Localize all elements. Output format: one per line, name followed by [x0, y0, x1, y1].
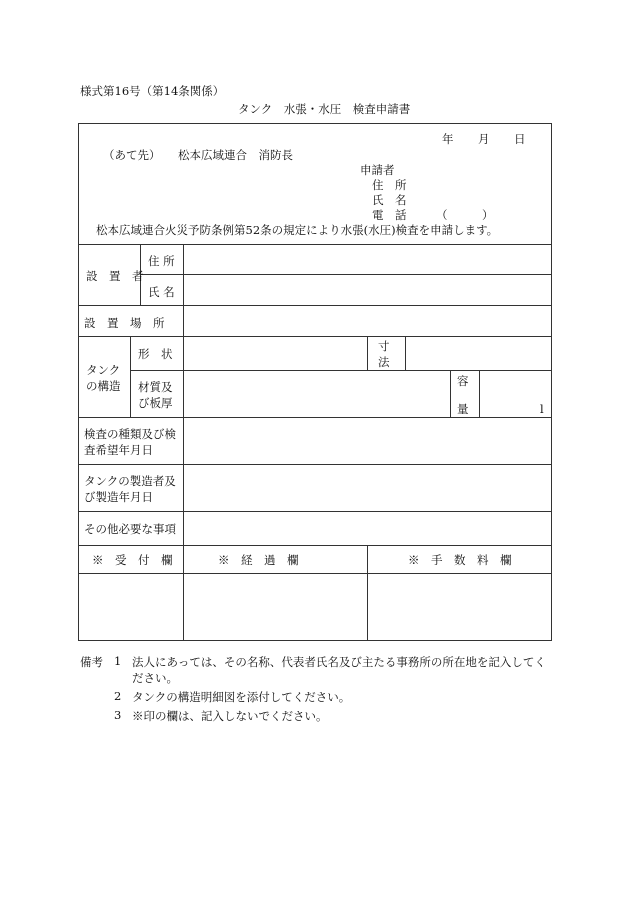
row-divider — [78, 464, 552, 465]
addressee: 松本広域連合 消防長 — [178, 148, 293, 162]
capacity-unit: l — [540, 402, 544, 416]
row-divider — [140, 274, 552, 275]
row-divider — [78, 511, 552, 512]
form-number: 様式第16号（第14条関係） — [80, 84, 225, 98]
date-month-label: 月 — [478, 132, 490, 146]
material-label-2: び板厚 — [138, 396, 173, 410]
note-2-number: 2 — [114, 689, 122, 703]
inspection-label-2: 査希望年月日 — [84, 443, 153, 457]
date-day-label: 日 — [514, 132, 526, 146]
note-3-text: ※印の欄は、記入しないでください。 — [132, 709, 328, 723]
material-label-1: 材質及 — [138, 380, 173, 394]
applicant-name-label: 氏 名 — [372, 193, 407, 207]
row-divider — [130, 370, 552, 371]
row-divider — [78, 244, 552, 245]
dimension-label-1: 寸 — [378, 339, 390, 353]
column-divider — [450, 370, 451, 417]
column-divider — [405, 336, 406, 370]
shape-label: 形 状 — [138, 347, 173, 361]
row-divider — [78, 305, 552, 306]
note-1-text: 法人にあっては、その名称、代表者氏名及び主たる事務所の所在地を記入してく — [132, 655, 546, 669]
progress-column-header: ※ 経 過 欄 — [218, 553, 299, 567]
tank-structure-label-1: タンク — [86, 363, 121, 377]
addressee-label: （あて先） — [103, 148, 161, 162]
date-year-label: 年 — [442, 132, 454, 146]
note-3-number: 3 — [114, 708, 122, 722]
installer-label: 設 置 者 — [86, 269, 144, 283]
reception-column-header: ※ 受 付 欄 — [92, 553, 173, 567]
other-matters-label: その他必要な事項 — [84, 522, 176, 536]
applicant-label: 申請者 — [360, 163, 395, 177]
row-divider — [78, 336, 552, 337]
dimension-label-2: 法 — [378, 355, 390, 369]
maker-label-2: び製造年月日 — [84, 490, 153, 504]
installer-name-label: 氏 名 — [148, 285, 175, 299]
application-statement: 松本広域連合火災予防条例第52条の規定により水張(水圧)検査を申請します。 — [96, 223, 499, 237]
note-2-text: タンクの構造明細図を添付してください。 — [132, 690, 351, 704]
row-divider — [78, 573, 552, 574]
fee-column-header: ※ 手 数 料 欄 — [408, 553, 512, 567]
applicant-phone-paren: （ ） — [436, 208, 494, 222]
maker-label-1: タンクの製造者及 — [84, 474, 176, 488]
notes-label: 備考 — [80, 655, 103, 669]
note-1-text-continued: ださい。 — [132, 671, 178, 685]
installation-location-label: 設 置 場 所 — [84, 316, 165, 330]
inspection-label-1: 検査の種類及び検 — [84, 427, 176, 441]
row-divider — [78, 545, 552, 546]
column-divider — [479, 370, 480, 417]
note-1-number: 1 — [114, 654, 122, 668]
column-divider — [183, 244, 184, 641]
capacity-label-2: 量 — [457, 402, 469, 416]
applicant-phone-label: 電 話 — [372, 208, 407, 222]
column-divider — [367, 336, 368, 370]
column-divider — [130, 336, 131, 417]
column-divider — [367, 545, 368, 641]
applicant-address-label: 住 所 — [372, 178, 407, 192]
row-divider — [78, 417, 552, 418]
form-title: タンク 水張・水圧 検査申請書 — [238, 102, 411, 116]
installer-address-label: 住 所 — [148, 254, 175, 268]
capacity-label-1: 容 — [457, 374, 469, 388]
tank-structure-label-2: の構造 — [86, 379, 121, 393]
